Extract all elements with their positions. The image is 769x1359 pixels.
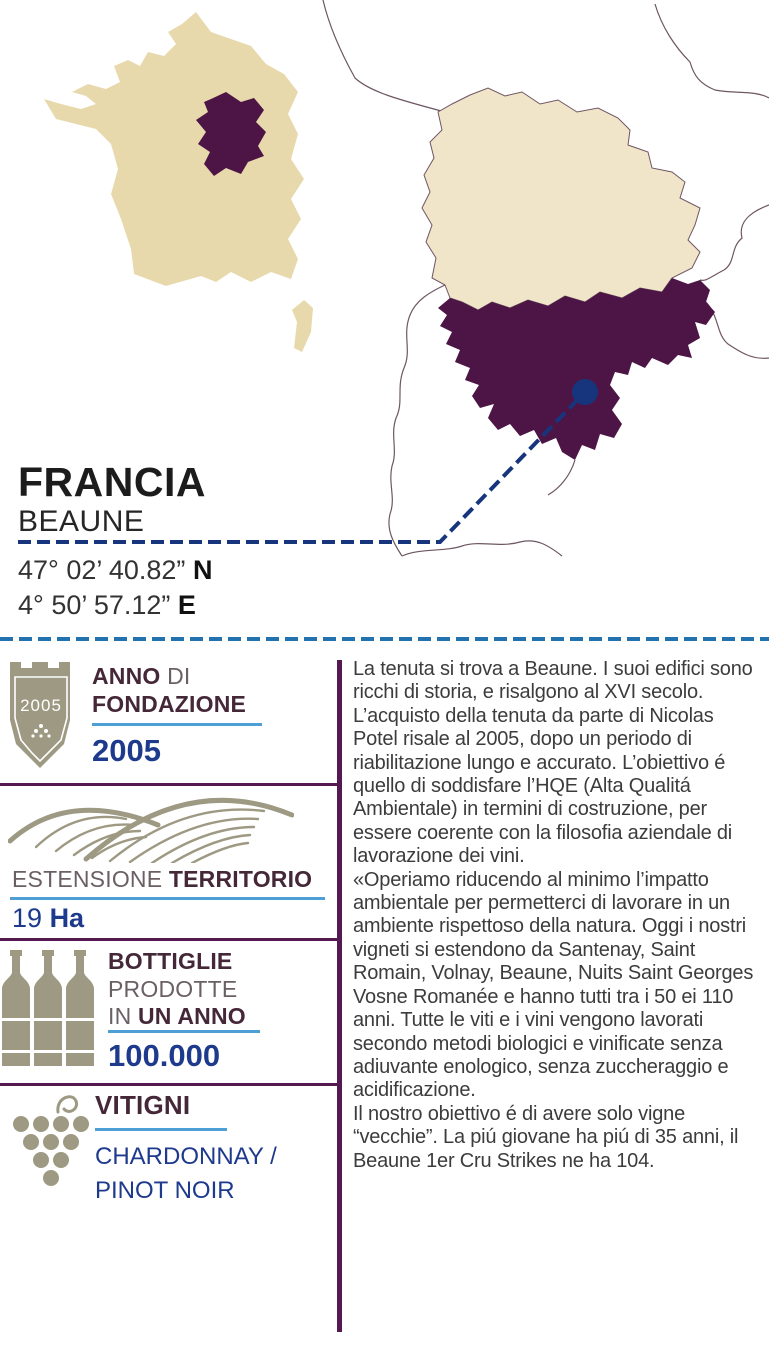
- bottles-label: BOTTIGLIE PRODOTTE IN UN ANNO: [108, 948, 246, 1029]
- bottles-underline: [108, 1030, 260, 1033]
- france-silhouette: [44, 12, 304, 286]
- territory-value: 19 Ha: [12, 903, 85, 933]
- shield-crest-icon: [6, 660, 78, 772]
- founding-underline: [92, 723, 262, 726]
- stat-divider-3: [0, 1083, 337, 1086]
- neighbor-border-topleft: [323, 0, 445, 112]
- vineyard-hills-icon: [8, 789, 294, 863]
- neighbor-border-rightlower: [706, 302, 769, 358]
- grape-bunch-icon: [12, 1088, 90, 1190]
- longitude-direction: E: [177, 590, 196, 620]
- neighbor-border-left: [389, 285, 445, 556]
- description-paragraph: La tenuta si trova a Beaune. I suoi edifici sono ricchi di storia, e risalgono al XVI secolo.: [353, 658, 753, 704]
- territory-unit: Ha: [49, 903, 85, 933]
- neighbor-border-bottomright: [548, 460, 575, 495]
- burgundy-region-map: [300, 0, 769, 560]
- shield-year-text: 2005: [20, 696, 62, 715]
- description-paragraph: L’acquisto della tenuta da parte di Nicolas Potel risale al 2005, dopo un periodo di riabilitazione lungo e accurato. L’obiettivo é quello di soddisfare l’HQE (Alta Qualitá Ambientale) in termini di costruzione, per essere coerente con la filosofia aziendale di lavorazione dei vini.: [353, 704, 733, 868]
- latitude-value: 47° 02’ 40.82” N: [18, 555, 213, 585]
- bottles-value: 100.000: [108, 1038, 221, 1073]
- neighbor-border-topright: [655, 4, 769, 98]
- country-title: FRANCIA: [18, 459, 206, 505]
- section-divider: [0, 637, 769, 641]
- neighbor-border-bottom: [402, 541, 562, 556]
- text-column-bar: [337, 660, 342, 1332]
- description-paragraph: «Operiamo riducendo al minimo l’impatto ambientale per permetterci di lavorare in un ambiente rispettoso della natura. Oggi i nostri vigneti si estendono da Santenay, Saint Romain, Volnay, Beaune, Nuits Saint Georges Vosne Romanée e hanno tutti tra i 50 ei 110 anni. Tutte le viti e i vini vengono lavorati secondo metodi biologici e vinificate senza adiuvante enologico, senza zuccheraggio e acidificazione.: [353, 868, 754, 1102]
- neighbor-border-right: [700, 205, 769, 280]
- estate-description: [353, 658, 763, 1173]
- vines-value: CHARDONNAY / PINOT NOIR: [95, 1143, 277, 1204]
- stat-divider-1: [0, 783, 337, 786]
- wine-bottles-icon: [2, 950, 96, 1068]
- vines-label: VITIGNI: [95, 1090, 191, 1120]
- stat-divider-2: [0, 938, 337, 941]
- territory-underline: [10, 897, 325, 900]
- founding-value: 2005: [92, 733, 161, 768]
- france-map: [36, 4, 340, 356]
- description-paragraph: Il nostro obiettivo é di avere solo vigne “vecchie”. La piú giovane ha piú di 35 anni, il Beaune 1er Cru Strikes ne ha 104.: [353, 1102, 739, 1172]
- vines-underline: [95, 1128, 227, 1131]
- longitude-value: 4° 50’ 57.12” E: [18, 590, 196, 620]
- region-north-shape: [422, 88, 700, 310]
- founding-label: ANNO DI FONDAZIONE: [92, 663, 247, 717]
- territory-label: ESTENSIONE TERRITORIO: [12, 866, 313, 892]
- city-subtitle: BEAUNE: [18, 505, 145, 538]
- latitude-direction: N: [192, 555, 213, 585]
- coordinates-block: [18, 553, 212, 623]
